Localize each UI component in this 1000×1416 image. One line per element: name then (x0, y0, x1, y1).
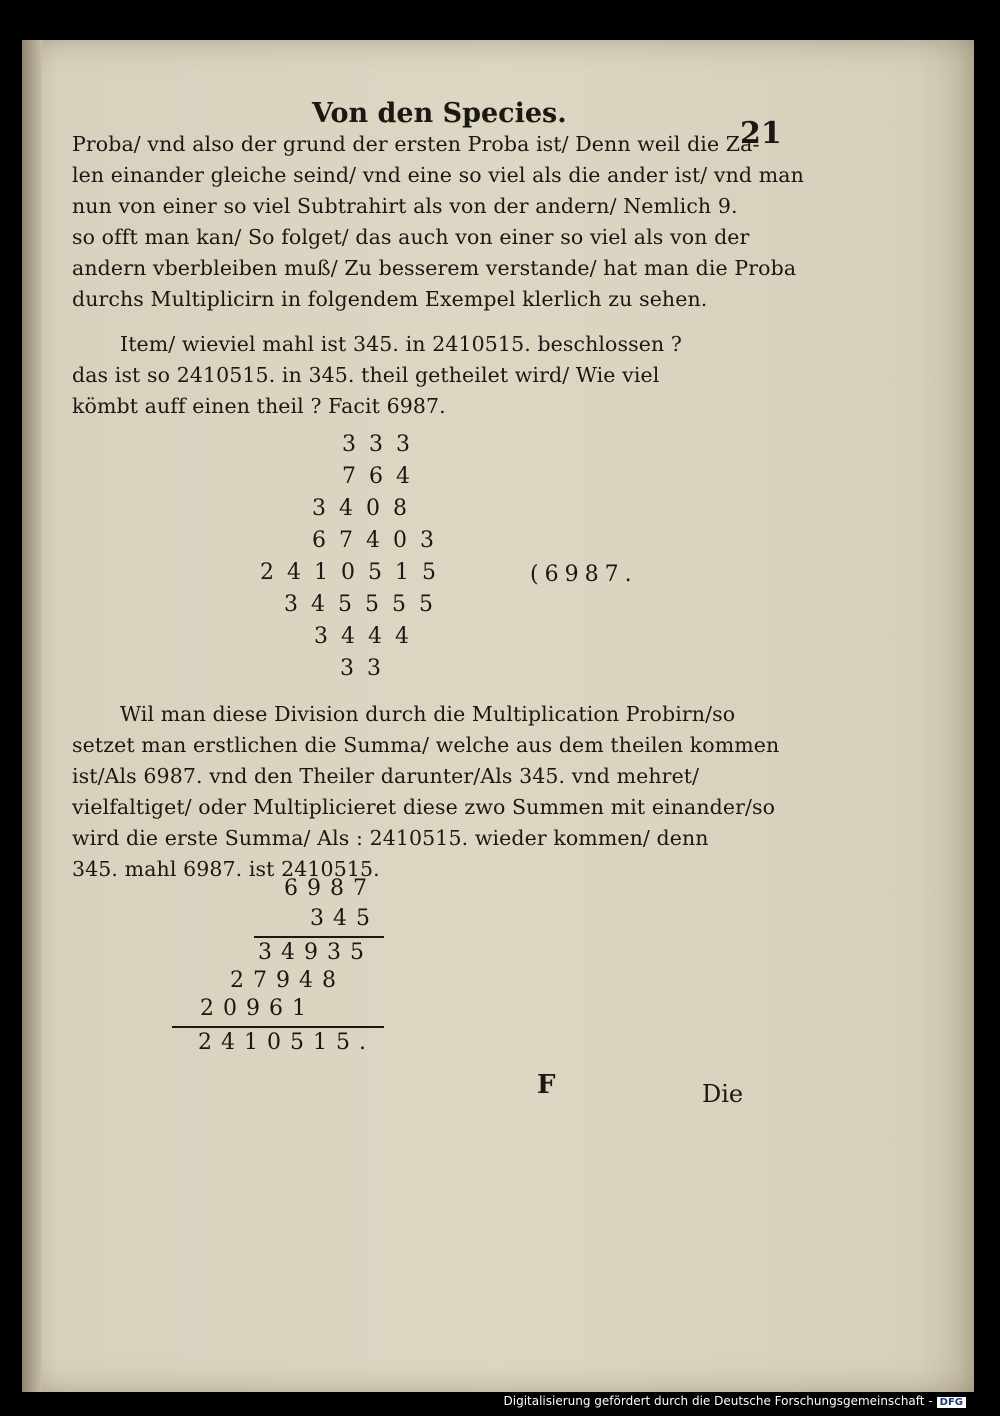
text-line: das ist so 2410515. in 345. theil getheilet wird/ Wie viel (72, 363, 660, 387)
division-row: 33 (340, 656, 394, 681)
text-line: Proba/ vnd also der grund der ersten Proba ist/ Denn weil die Za- (72, 132, 760, 156)
division-row: 3408 (312, 496, 420, 521)
partial-product: 27948 (230, 968, 345, 993)
rule-line (172, 1026, 384, 1028)
text-line: len einander gleiche seind/ vnd eine so viel als die ander ist/ vnd man (72, 163, 804, 187)
product: 2410515. (198, 1030, 375, 1055)
partial-product: 20961 (200, 996, 315, 1021)
rule-line (254, 936, 384, 938)
division-row: 333 (342, 432, 423, 457)
book-page (22, 40, 974, 1392)
text-line: 345. mahl 6987. ist 2410515. (72, 857, 380, 881)
division-row: 3444 (314, 624, 422, 649)
text-line: vielfaltiget/ oder Multiplicieret diese zwo Summen mit einander/so (72, 795, 776, 819)
division-row: 67403 (312, 528, 447, 553)
signature-mark: F (537, 1070, 556, 1100)
text-line: andern vberbleiben muß/ Zu besserem verstande/ hat man die Proba (72, 256, 797, 280)
text-line: Wil man diese Division durch die Multiplication Probirn/so (120, 702, 736, 726)
catchword: Die (702, 1080, 744, 1108)
text-line: setzet man erstlichen die Summa/ welche aus dem theilen kommen (72, 733, 780, 757)
text-line: nun von einer so viel Subtrahirt als von der andern/ Nemlich 9. (72, 194, 738, 218)
division-quotient: (6987. (530, 562, 638, 587)
dfg-logo: DFG (937, 1397, 966, 1408)
footer-credit (504, 1394, 967, 1408)
multiplier: 345 (310, 906, 379, 931)
partial-product: 34935 (258, 940, 373, 965)
text-line: durchs Multiplicirn in folgendem Exempel klerlich zu sehen. (72, 287, 708, 311)
running-head: Von den Species. (312, 98, 567, 129)
text-line: kömbt auff einen theil ? Facit 6987. (72, 394, 446, 418)
text-line: so offt man kan/ So folget/ das auch von einer so viel als von der (72, 225, 750, 249)
book-gutter (22, 40, 42, 1392)
text-line: Item/ wieviel mahl ist 345. in 2410515. beschlossen ? (120, 332, 682, 356)
division-row: 345555 (284, 592, 446, 617)
text-line: wird die erste Summa/ Als : 2410515. wieder kommen/ denn (72, 826, 709, 850)
division-row: 2410515 (260, 560, 449, 585)
footer-text: Digitalisierung gefördert durch die Deutsche Forschungsgemeinschaft - (503, 1394, 933, 1408)
multiplicand: 6987 (284, 876, 376, 901)
page-number: 21 (740, 116, 782, 151)
division-row: 764 (342, 464, 423, 489)
text-line: ist/Als 6987. vnd den Theiler darunter/Als 345. vnd mehret/ (72, 764, 700, 788)
